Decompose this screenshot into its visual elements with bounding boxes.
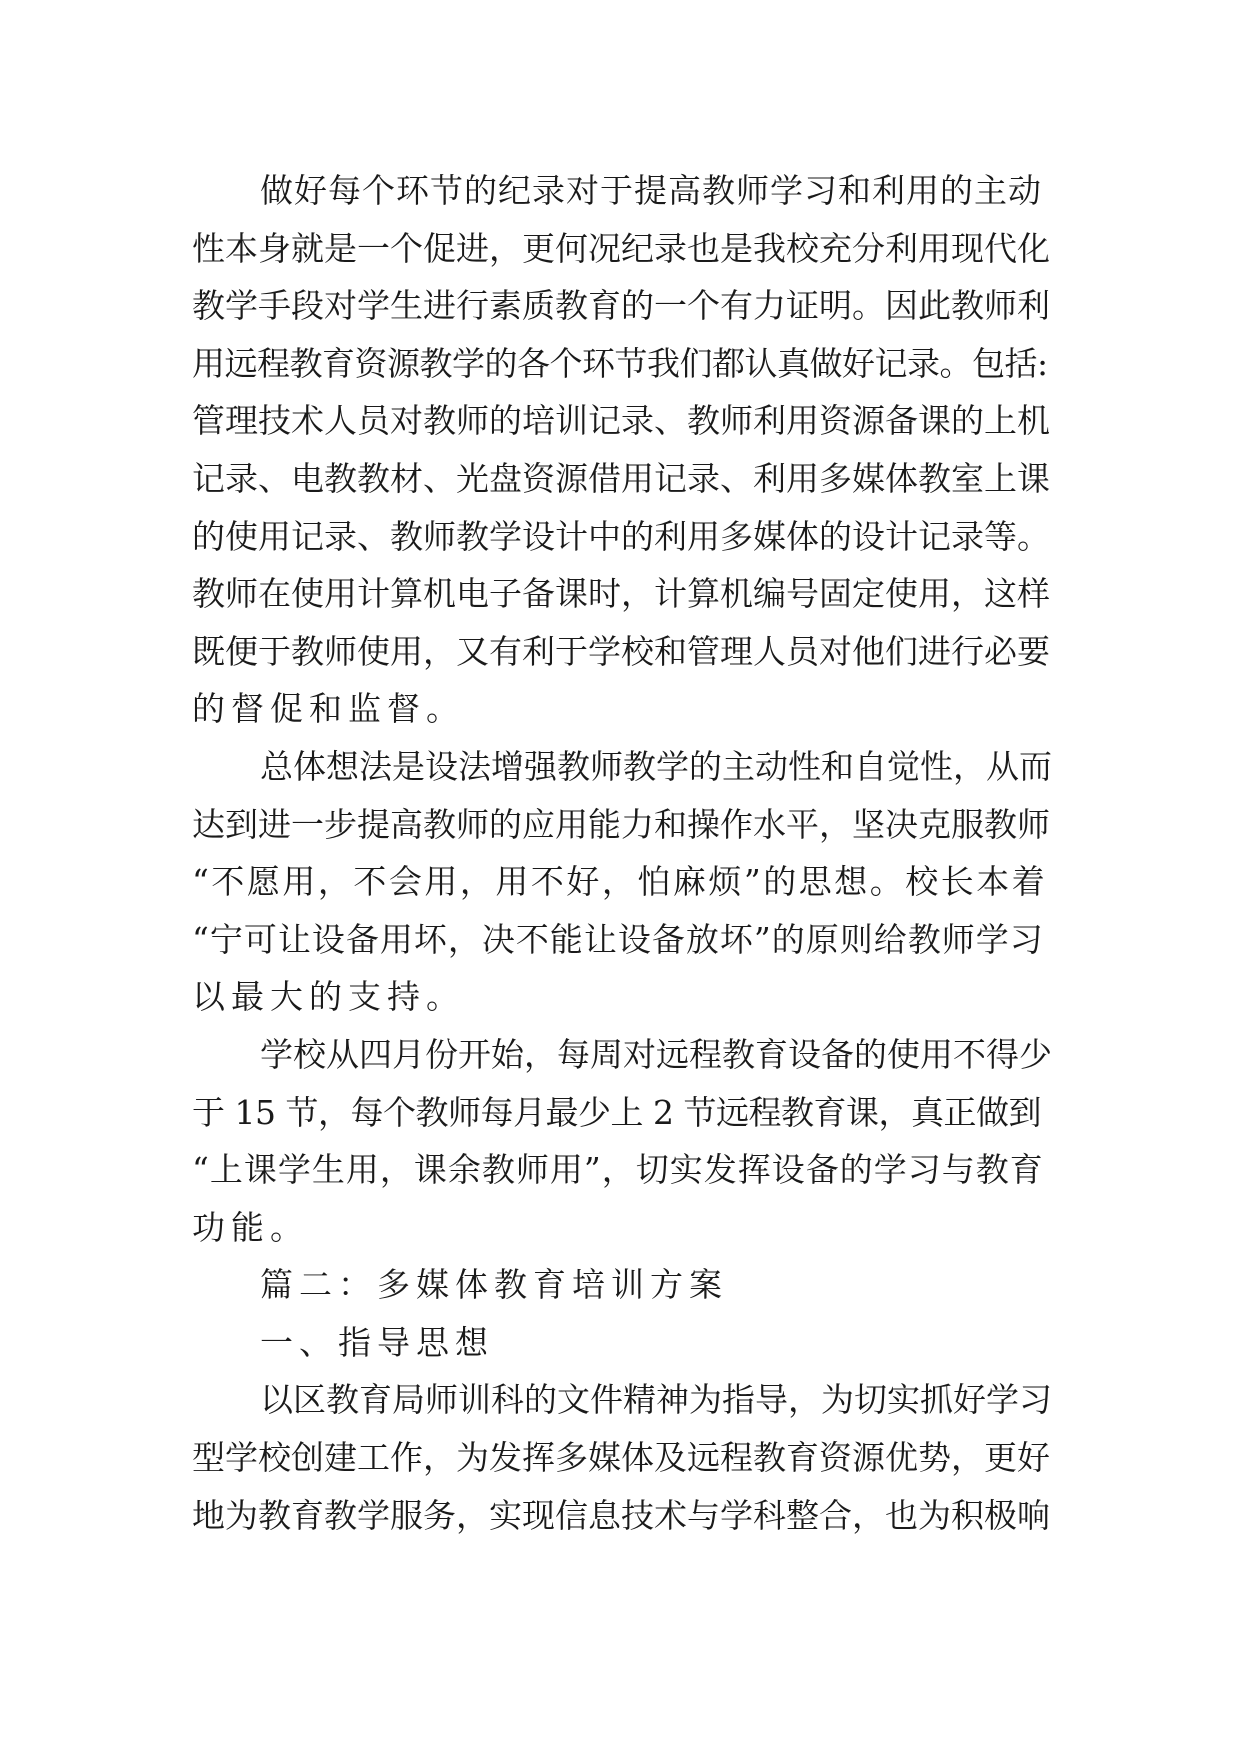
paragraph-4-line-3: 地为教育教学服务，实现信息技术与学科整合，也为积极响 — [192, 1495, 1050, 1535]
paragraph-1-line-9: 既便于教师使用，又有利于学校和管理人员对他们进行必要 — [192, 631, 1050, 671]
section-heading: 篇二：多媒体教育培训方案 — [260, 1265, 728, 1305]
paragraph-2-line-1: 总体想法是设法增强教师教学的主动性和自觉性，从而 — [260, 746, 1052, 786]
paragraph-1-line-1: 做好每个环节的纪录对于提高教师学习和利用的主动 — [260, 171, 1042, 210]
paragraph-1-line-3: 教学手段对学生进行素质教育的一个有力证明。因此教师利 — [192, 286, 1050, 326]
paragraph-1-line-6: 记录、电教教材、光盘资源借用记录、利用多媒体教室上课 — [192, 458, 1050, 498]
paragraph-3-line-4: 功能。 — [192, 1207, 309, 1247]
paragraph-3-line-1: 学校从四月份开始，每周对远程教育设备的使用不得少 — [260, 1034, 1052, 1074]
paragraph-3-line-2: 于 15 节，每个教师每月最少上 2 节远程教育课，真正做到 — [192, 1092, 1041, 1132]
paragraph-2-line-3: “不愿用，不会用，用不好，怕麻烦”的思想。校长本着 — [192, 862, 1048, 902]
paragraph-2-line-4: “宁可让设备用坏，决不能让设备放坏”的原则给教师学习 — [192, 919, 1044, 959]
paragraph-1-line-2: 性本身就是一个促进，更何况纪录也是我校充分利用现代化 — [192, 228, 1050, 268]
paragraph-1-line-5: 管理技术人员对教师的培训记录、教师利用资源备课的上机 — [192, 401, 1050, 441]
paragraph-4-line-2: 型学校创建工作，为发挥多媒体及远程教育资源优势，更好 — [192, 1438, 1050, 1478]
paragraph-1-line-7: 的使用记录、教师教学设计中的利用多媒体的设计记录等。 — [192, 516, 1050, 556]
paragraph-2-line-5: 以最大的支持。 — [192, 977, 465, 1017]
subsection-heading: 一、指导思想 — [260, 1322, 494, 1362]
paragraph-1-line-10: 的督促和监督。 — [192, 689, 465, 729]
paragraph-4-line-1: 以区教育局师训科的文件精神为指导，为切实抓好学习 — [260, 1380, 1052, 1420]
paragraph-2-line-2: 达到进一步提高教师的应用能力和操作水平，坚决克服教师 — [192, 804, 1050, 844]
paragraph-3-line-3: “上课学生用，课余教师用”，切实发挥设备的学习与教育 — [192, 1150, 1044, 1190]
paragraph-1-line-8: 教师在使用计算机电子备课时，计算机编号固定使用，这样 — [192, 574, 1050, 614]
paragraph-1-line-4: 用远程教育资源教学的各个环节我们都认真做好记录。包括: — [192, 343, 1048, 383]
body-text — [192, 162, 1052, 1544]
